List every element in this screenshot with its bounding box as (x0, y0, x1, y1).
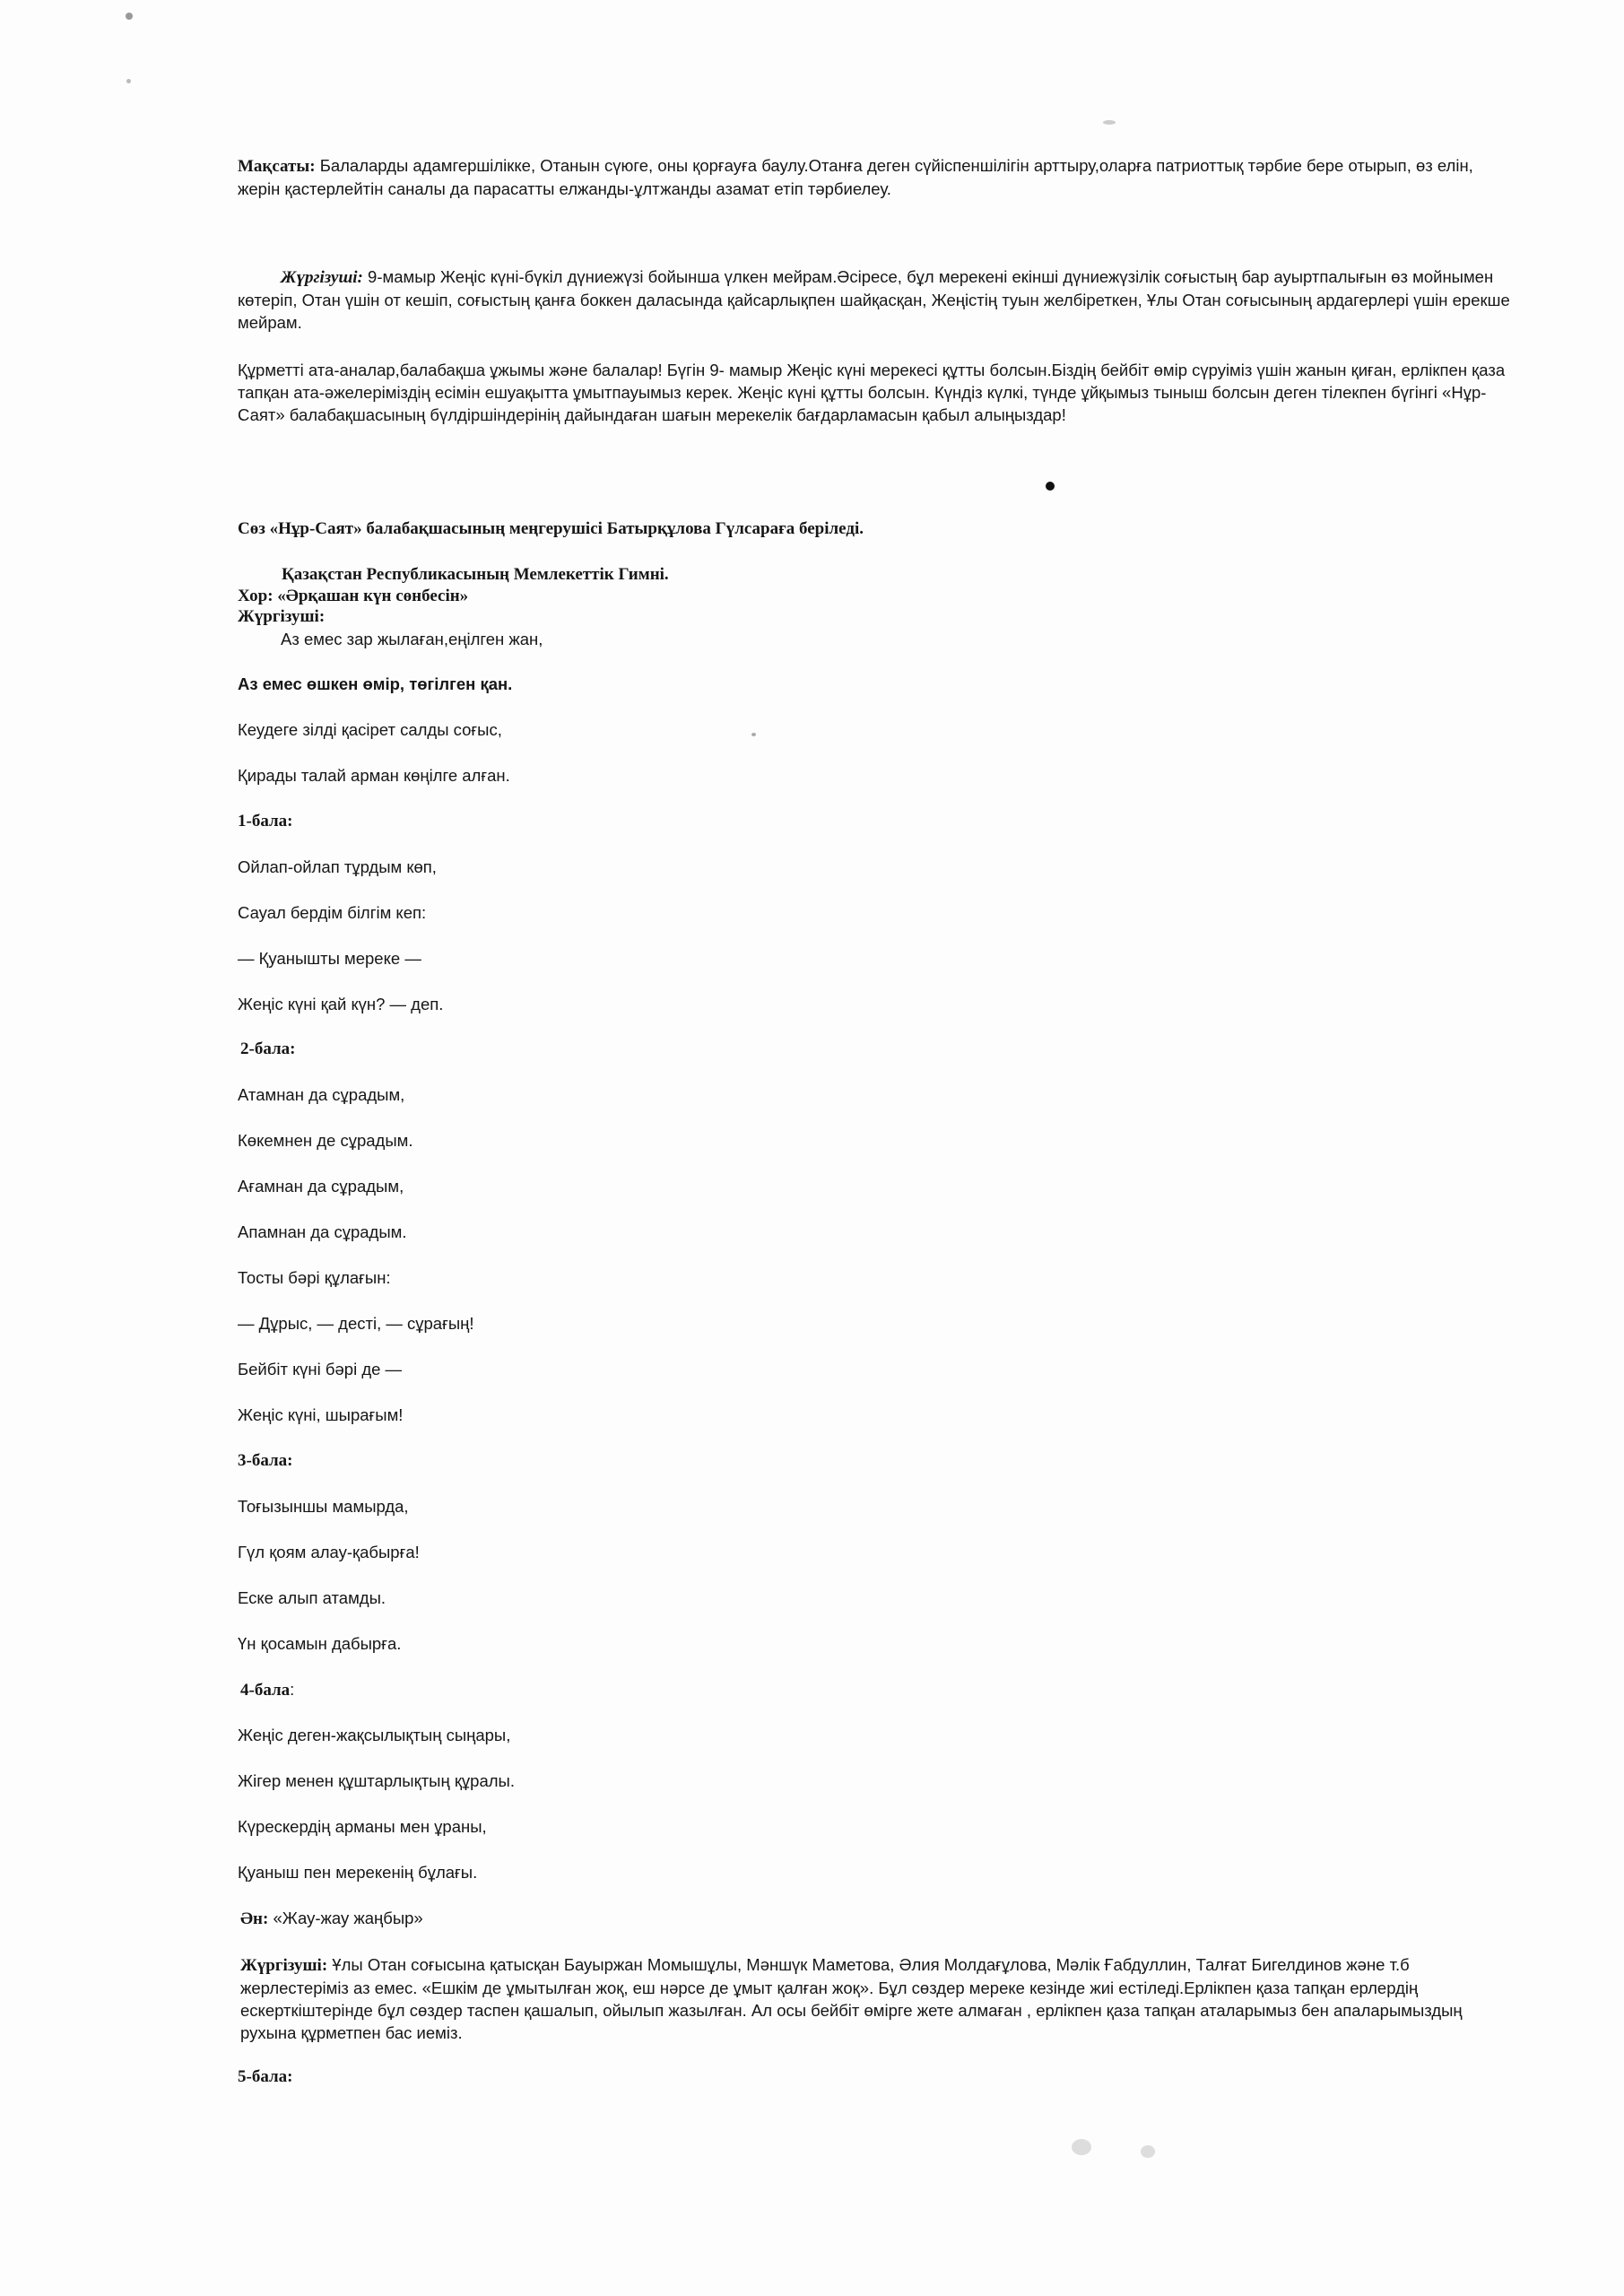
child1-line: Сауал бердім білгім кеп: (238, 903, 427, 922)
child2-line: Апамнан да сұрадым. (238, 1222, 407, 1241)
choir-line: Хор: «Әрқашан күн сөнбесін» (238, 587, 469, 605)
child2-line: — Дұрыс, — десті, — сұрағың! (238, 1314, 474, 1333)
anthem-line: Қазақстан Республикасының Мемлекеттік Гимні. (282, 565, 669, 584)
child4-line: Күрескердің арманы мен ұраны, (238, 1817, 487, 1836)
goal-label: Мақсаты: (238, 157, 316, 176)
bullet-dot (1046, 482, 1055, 491)
child4-line: Жеңіс деген-жақсылықтың сыңары, (238, 1726, 511, 1744)
child2-line: Жеңіс күні, шырағым! (238, 1405, 404, 1424)
scan-speck (1072, 2139, 1091, 2155)
scan-speck (126, 13, 133, 20)
child2-label: 2-бала: (240, 1039, 296, 1058)
child4-line: Жігер менен құштарлықтың құралы. (238, 1771, 515, 1790)
child5-label: 5-бала: (238, 2067, 293, 2086)
child4-heading (240, 1678, 1514, 1701)
child2-line: Атамнан да сұрадым, (238, 1085, 405, 1104)
song-label: Ән: (240, 1909, 269, 1928)
intro-label: Жүргізуші: (281, 268, 363, 287)
child4-colon: : (290, 1680, 295, 1699)
child2-line: Бейбіт күні бәрі де — (238, 1360, 403, 1378)
host2-text: Ұлы Отан соғысына қатысқан Бауыржан Момышұлы, Мәншүк Маметова, Әлия Молдағұлова, Мәлік Ғабдуллин, Талғат Бигелдинов және т.б жерлестеріміз аз емес. «Ешкім де ұмытылған жоқ, еш нәрсе де ұмыт қалған жоқ». Бұл сөздер мереке кезінде жиі естіледі.Ерлікпен қаза тапқан ерлердің ескерткіштерінде бұл сөздер таспен қашалып, ойылып жазылған. Ал осы бейбіт өмірге жете алмаған , ерлікпен қаза тапқан аталарымыз бен апаларымыздың рухына құрметпен бас иеміз. (240, 1955, 1463, 2042)
song-line (240, 1907, 1514, 1930)
child4-label: 4-бала (240, 1681, 291, 1700)
child2-line: Тосты бәрі құлағын: (238, 1268, 391, 1287)
child1-line: — Қуанышты мереке — (238, 949, 421, 968)
host2-paragraph (240, 1953, 1514, 2044)
host-label: Жүргізуші: (238, 607, 326, 626)
greeting-paragraph: Құрметті ата-аналар,балабақша ұжымы және балалар! Бүгін 9- мамыр Жеңіс күні мерекесі құтты болсын.Біздің бейбіт өмір сүруіміз үшін жанын қиған, ерлікпен қаза тапқан ата-әжелеріміздің есімін ешуақытта ұмытпауымыз керек. Жеңіс күні құтты болсын. Күндіз күлкі, түнде ұйқымыз тыныш болсын деген тілекпен бүгінгі «Нұр-Саят» балабақшасының бүлдіршіндерінің дайындаған шағын мерекелік бағдарламасын қабыл алыңыздар! (238, 361, 1506, 424)
host2-label: Жүргізуші: (240, 1956, 328, 1975)
child4-line: Қуаныш пен мерекенің бұлағы. (238, 1863, 478, 1882)
intro-paragraph (238, 265, 1511, 334)
child3-line: Еске алып атамды. (238, 1588, 386, 1607)
goal-paragraph (238, 154, 1511, 200)
child1-label: 1-бала: (238, 812, 293, 831)
speech-line: Сөз «Нұр-Саят» балабақшасының меңгерушісі Батырқұлова Гүлсараға беріледі. (238, 519, 864, 538)
child3-line: Тоғызыншы мамырда, (238, 1497, 409, 1516)
child3-line: Үн қосамын дабырға. (238, 1634, 402, 1653)
scan-speck (1103, 120, 1116, 125)
poem-line: Аз емес зар жылаған,еңілген жан, (281, 630, 543, 648)
intro-text: 9-мамыр Жеңіс күні-бүкіл дүниежүзі бойынша үлкен мейрам.Әсіресе, бұл мерекені екінші дүниежүзілік соғыстың бар ауыртпалығын өз мойнымен көтеріп, Отан үшін от кешіп, соғыстың қанға боккен даласында қайсарлықпен шайқасқан, Жеңістің туын желбіреткен, Ұлы Отан соғысының ардагерлері үшін ерекше мейрам. (238, 267, 1510, 332)
poem-line: Кеудеге зілді қасірет салды соғыс, (238, 720, 502, 739)
scan-speck (1141, 2145, 1155, 2158)
goal-text: Балаларды адамгершілікке, Отанын сүюге, оны қорғауға баулу.Отанға деген сүйіспеншілігін арттыру,оларға патриоттық тәрбие бере отырып, өз елін, жерін қастерлейтін саналы да парасатты елжанды-ұлтжанды азамат етіп тәрбиелеу. (238, 156, 1473, 198)
child2-line: Ағамнан да сұрадым, (238, 1177, 404, 1196)
child1-line: Жеңіс күні қай күн? — деп. (238, 995, 444, 1013)
scan-speck (126, 79, 131, 83)
poem-line: Аз емес өшкен өмір, төгілген қан. (238, 674, 513, 693)
song-title: «Жау-жау жаңбыр» (268, 1909, 423, 1927)
child1-line: Ойлап-ойлап тұрдым көп, (238, 857, 437, 876)
poem-line: Қирады талай арман көңілге алған. (238, 766, 510, 785)
child2-line: Көкемнен де сұрадым. (238, 1131, 413, 1150)
child3-line: Гүл қоям алау-қабырға! (238, 1543, 420, 1561)
child3-label: 3-бала: (238, 1451, 293, 1470)
